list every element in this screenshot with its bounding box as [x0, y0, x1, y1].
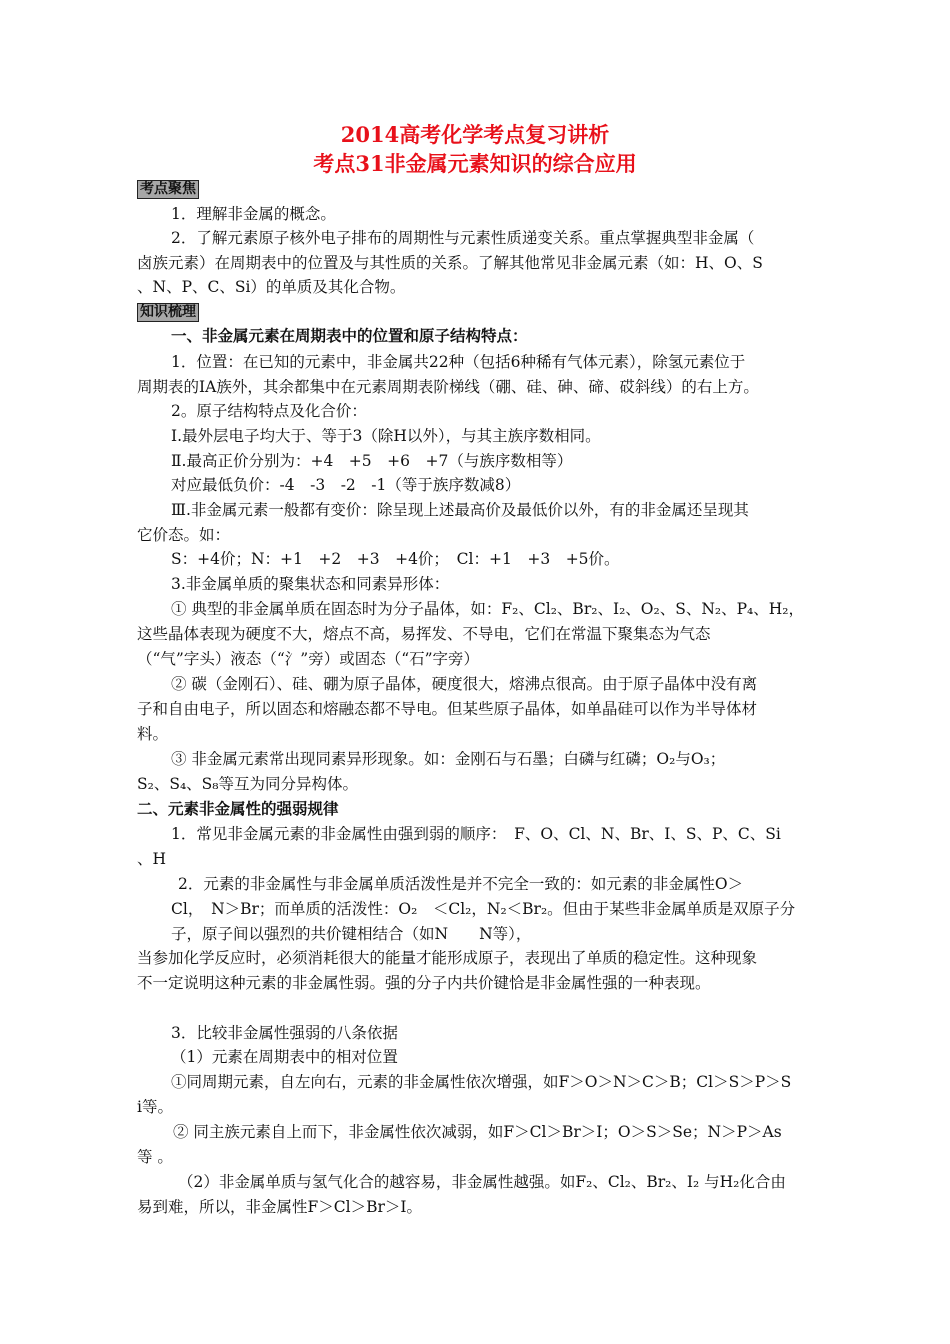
- text-line: 、H: [137, 850, 167, 868]
- text-line: 对应最低负价：-4 -3 -2 -1（等于族序数减8）: [171, 476, 521, 494]
- text-line: 易到难，所以，非金属性F＞Cl＞Br＞I。: [137, 1198, 422, 1216]
- text-line: Ⅲ.非金属元素一般都有变价：除呈现上述最高价及最低价以外，有的非金属还呈现其: [171, 501, 749, 519]
- text-line: 2．元素的非金属性与非金属单质活泼性是并不完全一致的：如元素的非金属性O＞: [178, 875, 744, 893]
- text-line: Ⅱ.最高正价分别为：+4 +5 +6 +7（与族序数相等）: [171, 452, 573, 470]
- text-line: （“气”字头）液态（“氵”旁）或固态（“石”字旁）: [137, 650, 480, 668]
- text-line: ② 同主族元素自上而下，非金属性依次减弱，如F＞Cl＞Br＞I；O＞S＞Se；N＞P＞As: [173, 1123, 782, 1141]
- text-line: 料。: [137, 725, 169, 743]
- text-line: 2。原子结构特点及化合价：: [171, 402, 367, 420]
- text-line: S₂、S₄、S₈等互为同分异构体。: [137, 775, 358, 793]
- text-line: 1．理解非金属的概念。: [171, 205, 336, 223]
- text-line: 它价态。如：: [137, 526, 231, 544]
- text-line: 周期表的ⅠA族外，其余都集中在元素周期表阶梯线（硼、硅、砷、碲、砹斜线）的右上方。: [137, 378, 759, 396]
- text-line: Cl， N＞Br；而单质的活泼性：O₂ ＜Cl₂，N₂＜Br₂。但由于某些非金属单质是双原子分: [171, 900, 796, 918]
- text-line: S：+4价；N：+1 +2 +3 +4价； Cl：+1 +3 +5价。: [171, 550, 620, 568]
- text-line: 当参加化学反应时，必须消耗很大的能量才能形成原子，表现出了单质的稳定性。这种现象: [137, 949, 758, 967]
- text-line: ② 碳（金刚石）、硅、硼为原子晶体，硬度很大，熔沸点很高。由于原子晶体中没有离: [171, 675, 758, 693]
- text-line: （2）非金属单质与氢气化合的越容易，非金属性越强。如F₂、Cl₂、Br₂、I₂ 与H₂化合由: [178, 1173, 786, 1191]
- text-line: 2．了解元素原子核外电子排布的周期性与元素性质递变关系。重点掌握典型非金属（: [171, 229, 755, 247]
- section-heading: 一、非金属元素在周期表中的位置和原子结构特点：: [171, 326, 528, 345]
- text-line: i等。: [137, 1098, 173, 1116]
- document-subtitle: 考点31非金属元素知识的综合应用: [313, 151, 637, 176]
- section-label-focus: 考点聚焦: [137, 180, 199, 199]
- text-line: 这些晶体表现为硬度不大，熔点不高，易挥发、不导电，它们在常温下聚集态为气态: [137, 625, 711, 643]
- text-line: 等 。: [137, 1148, 173, 1166]
- text-line: ① 典型的非金属单质在固态时为分子晶体，如：F₂、Cl₂、Br₂、I₂、O₂、S、N₂、P₄、H₂，: [171, 600, 804, 618]
- text-line: 不一定说明这种元素的非金属性弱。强的分子内共价键恰是非金属性强的一种表现。: [137, 974, 711, 992]
- text-line: 卤族元素）在周期表中的位置及与其性质的关系。了解其他常见非金属元素（如：H、O、S: [137, 254, 763, 272]
- text-line: 、N、P、C、Si）的单质及其化合物。: [137, 278, 406, 296]
- text-line: ①同周期元素，自左向右，元素的非金属性依次增强，如F＞O＞N＞C＞B；Cl＞S＞P＞S: [171, 1073, 792, 1091]
- text-line: Ⅰ.最外层电子均大于、等于3（除H以外），与其主族序数相同。: [171, 427, 601, 445]
- text-line: 3.非金属单质的聚集状态和同素异形体：: [171, 575, 450, 593]
- text-line: 子，原子间以强烈的共价键相结合（如N N等），: [171, 925, 532, 943]
- text-line: 3．比较非金属性强弱的八条依据: [171, 1024, 398, 1042]
- text-line: （1）元素在周期表中的相对位置: [171, 1048, 398, 1066]
- text-line: ③ 非金属元素常出现同素异形现象。如：金刚石与石墨；白磷与红磷；O₂与O₃；: [171, 750, 726, 768]
- text-line: 1．位置：在已知的元素中，非金属共22种（包括6种稀有气体元素），除氢元素位于: [171, 353, 746, 371]
- text-line: 1．常见非金属元素的非金属性由强到弱的顺序： F、O、Cl、N、Br、I、S、P、C、Si: [171, 825, 781, 843]
- text-line: 子和自由电子，所以固态和熔融态都不导电。但某些原子晶体，如单晶硅可以作为半导体材: [137, 700, 758, 718]
- section-label-review: 知识梳理: [137, 303, 199, 322]
- section-heading: 二、元素非金属性的强弱规律: [137, 799, 339, 818]
- document-title: 2014高考化学考点复习讲析: [340, 122, 610, 147]
